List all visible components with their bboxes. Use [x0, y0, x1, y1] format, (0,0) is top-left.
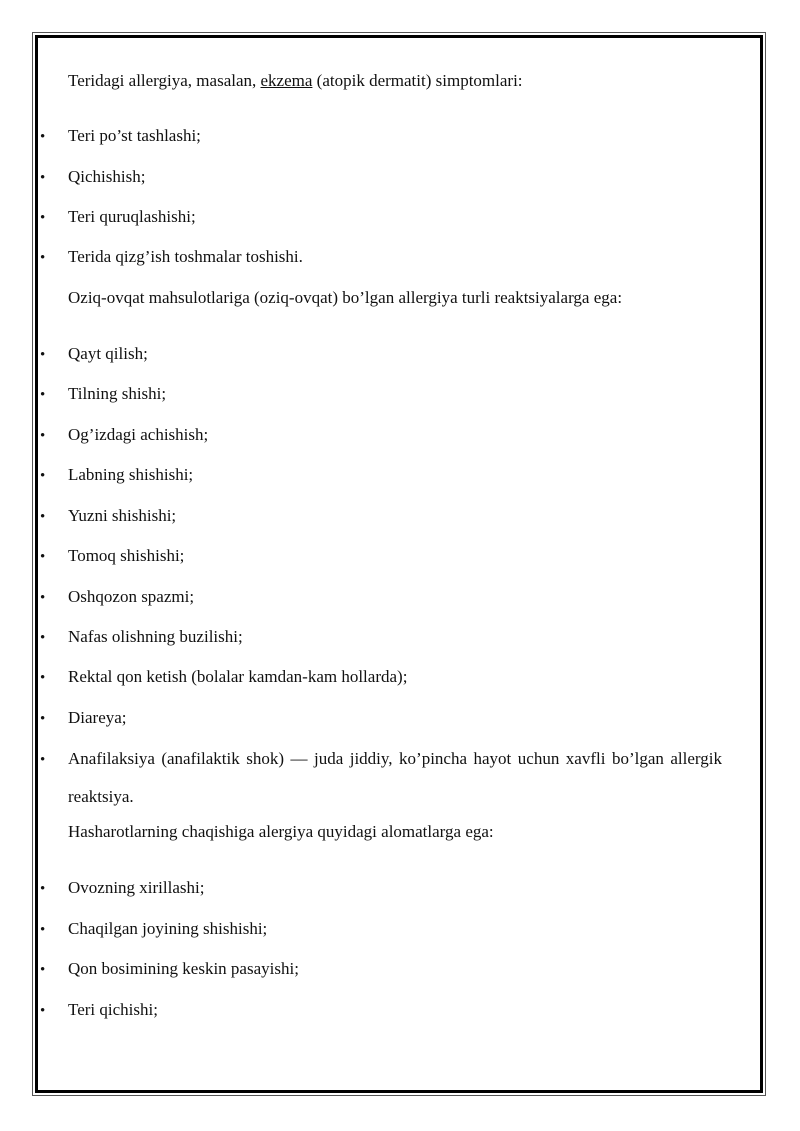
ekzema-link[interactable]: ekzema — [260, 71, 313, 90]
bullet-icon: • — [40, 881, 46, 897]
list-item: Chaqilgan joyining shishishi; — [68, 919, 268, 938]
list-item: Og’izdagi achishish; — [68, 425, 209, 444]
bullet-icon: • — [40, 549, 46, 565]
bullet-icon: • — [40, 387, 46, 403]
bullet-icon: • — [40, 250, 46, 266]
list-item: Labning shishishi; — [68, 465, 194, 484]
bullet-icon: • — [40, 670, 46, 686]
list-item-anafilaksiya: Anafilaksiya (anafilaktik shok) — juda jiddiy, ko’pincha hayot uchun xavfli bo’lgan allergik reaktsiya. — [68, 749, 722, 806]
list-item: Qayt qilish; — [68, 344, 148, 363]
bullet-icon: • — [40, 170, 46, 186]
bullet-icon: • — [40, 1003, 46, 1019]
bullet-icon: • — [40, 347, 46, 363]
bullet-icon: • — [40, 922, 46, 938]
list-item: Qichishish; — [68, 167, 146, 186]
bullet-icon: • — [40, 752, 46, 768]
list-item: Oshqozon spazmi; — [68, 587, 195, 606]
section3-intro: Hasharotlarning chaqishiga alergiya quyidagi alomatlarga ega: — [68, 822, 494, 841]
section1-intro-text-after: (atopik dermatit) simptomlari: — [312, 71, 523, 90]
bullet-icon: • — [40, 428, 46, 444]
bullet-icon: • — [40, 630, 46, 646]
bullet-icon: • — [40, 468, 46, 484]
bullet-icon: • — [40, 711, 46, 727]
bullet-icon: • — [40, 509, 46, 525]
list-item: Qon bosimining keskin pasayishi; — [68, 959, 299, 978]
list-item: Teri po’st tashlashi; — [68, 126, 201, 145]
bullet-icon: • — [40, 129, 46, 145]
list-item: Tomoq shishishi; — [68, 546, 185, 565]
list-item: Tilning shishi; — [68, 384, 167, 403]
list-item: Rektal qon ketish (bolalar kamdan-kam hollarda); — [68, 667, 408, 686]
list-item: Diareya; — [68, 708, 127, 727]
bullet-icon: • — [40, 210, 46, 226]
list-item: Ovozning xirillashi; — [68, 878, 205, 897]
list-item: Teri quruqlashishi; — [68, 207, 196, 226]
section2-intro: Oziq-ovqat mahsulotlariga (oziq-ovqat) bo’lgan allergiya turli reaktsiyalarga ega: — [68, 288, 623, 307]
section1-intro — [68, 71, 722, 91]
list-item: Yuzni shishishi; — [68, 506, 177, 525]
list-item: Terida qizg’ish toshmalar toshishi. — [68, 247, 303, 266]
bullet-icon: • — [40, 962, 46, 978]
bullet-icon: • — [40, 590, 46, 606]
list-item: Teri qichishi; — [68, 1000, 158, 1019]
list-item: Nafas olishning buzilishi; — [68, 627, 243, 646]
section1-intro-text-before: Teridagi allergiya, masalan, — [68, 71, 261, 90]
